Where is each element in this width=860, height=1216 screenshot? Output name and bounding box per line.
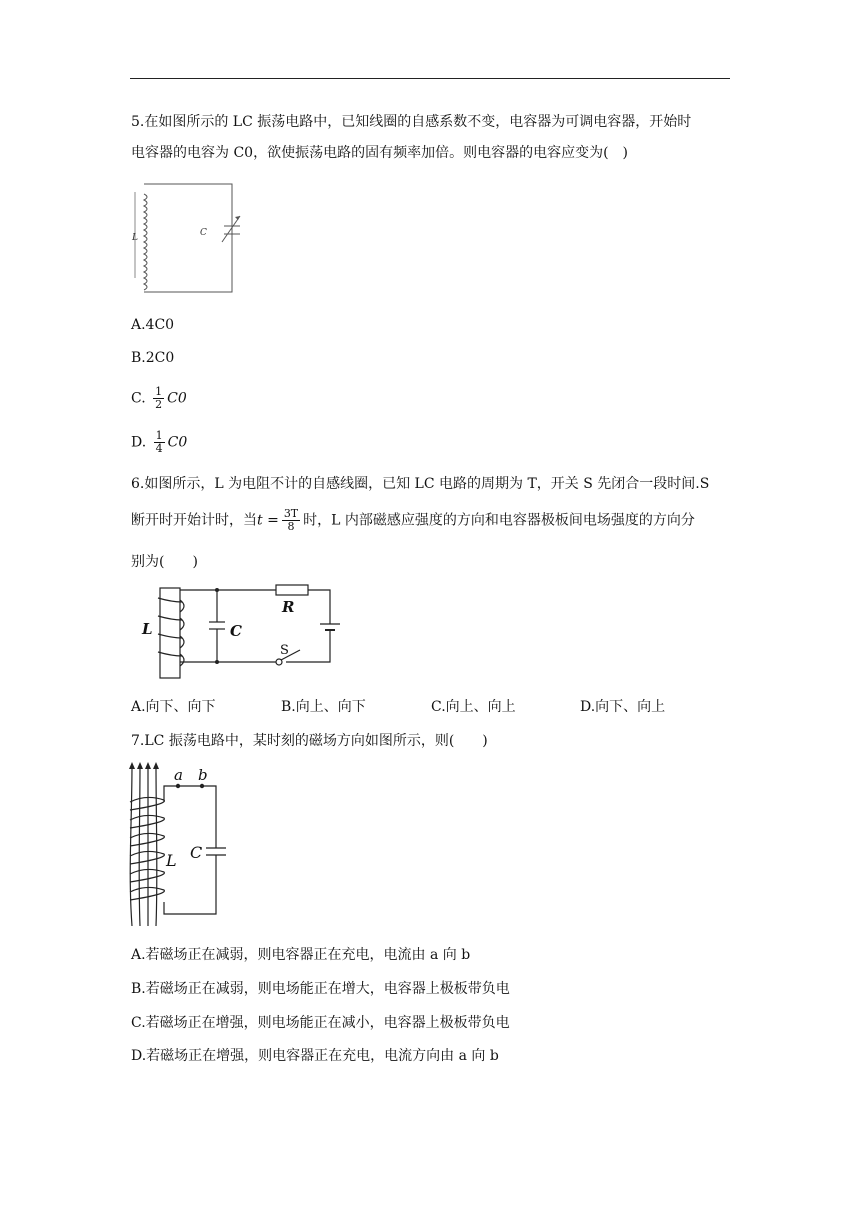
q6-fig-label-R: R (282, 598, 295, 616)
q6-t-equals: t = (257, 512, 279, 529)
q6-option-c: C.向上、向上 (431, 699, 516, 715)
q5-stem-line2: 电容器的电容为 C0，欲使振荡电路的固有频率加倍。则电容器的电容应变为( ) (131, 145, 628, 161)
q6-fig-label-L: L (142, 620, 153, 638)
q5-option-d-c0: C0 (167, 434, 188, 451)
q6-fig-label-C: C (230, 622, 242, 640)
q7-option-a: A.若磁场正在减弱，则电容器正在充电，电流由 a 向 b (131, 947, 471, 963)
header-rule (130, 78, 730, 79)
q5-stem-line1: 5.在如图所示的 LC 振荡电路中，已知线圈的自感系数不变，电容器为可调电容器，开始时 (131, 114, 692, 130)
q5-lc-circuit-figure (128, 178, 240, 296)
q6-stem-line1: 6.如图所示，L 为电阻不计的自感线圈，已知 LC 电路的周期为 T，开关 S 先闭合一段时间.S (131, 476, 710, 492)
q7-option-d: D.若磁场正在增强，则电容器正在充电，电流方向由 a 向 b (131, 1048, 499, 1064)
q5-option-d (131, 430, 187, 455)
q5-option-a: A.4C0 (131, 317, 175, 333)
q6-time-fraction: $\frac{3T}{8}$ (283, 507, 299, 533)
q5-option-c-label: C. (131, 390, 146, 407)
q7-coil-circuit-figure (126, 762, 236, 928)
q7-stem-line1: 7.LC 振荡电路中，某时刻的磁场方向如图所示，则( ) (131, 733, 488, 749)
q5-option-d-label: D. (131, 434, 147, 451)
q5-option-c-c0: C0 (167, 390, 187, 407)
q6-stem-line2-end: 时，L 内部磁感应强度的方向和电容器极板间电场强度的方向分 (303, 512, 695, 529)
q5-option-c (131, 386, 187, 411)
q7-fig-label-C: C (190, 843, 203, 862)
q5-option-c-fraction: $\frac{1}{2}$ (155, 385, 163, 411)
q6-fig-label-S: S (280, 643, 289, 658)
q7-fig-label-b: b (198, 766, 208, 784)
q5-option-d-fraction: $\frac{1}{4}$ (155, 429, 163, 455)
q6-option-d: D.向下、向上 (580, 699, 666, 715)
q7-fig-label-L: L (166, 851, 177, 870)
q6-stem-line2 (131, 508, 695, 533)
q5-fig-label-C: C (200, 228, 207, 238)
q7-fig-label-a: a (174, 766, 183, 784)
q5-fig-label-L: L (132, 233, 138, 243)
q7-option-b: B.若磁场正在减弱，则电场能正在增大，电容器上极板带负电 (131, 981, 510, 997)
q6-option-b: B.向上、向下 (281, 699, 366, 715)
q6-circuit-figure (140, 580, 350, 682)
q6-stem-line3: 别为( ) (131, 554, 198, 570)
q6-stem-line2-start: 断开时开始计时，当 (131, 512, 257, 529)
q6-option-a: A.向下、向下 (131, 699, 216, 715)
q5-option-b: B.2C0 (131, 350, 175, 366)
q7-option-c: C.若磁场正在增强，则电场能正在减小，电容器上极板带负电 (131, 1015, 510, 1031)
